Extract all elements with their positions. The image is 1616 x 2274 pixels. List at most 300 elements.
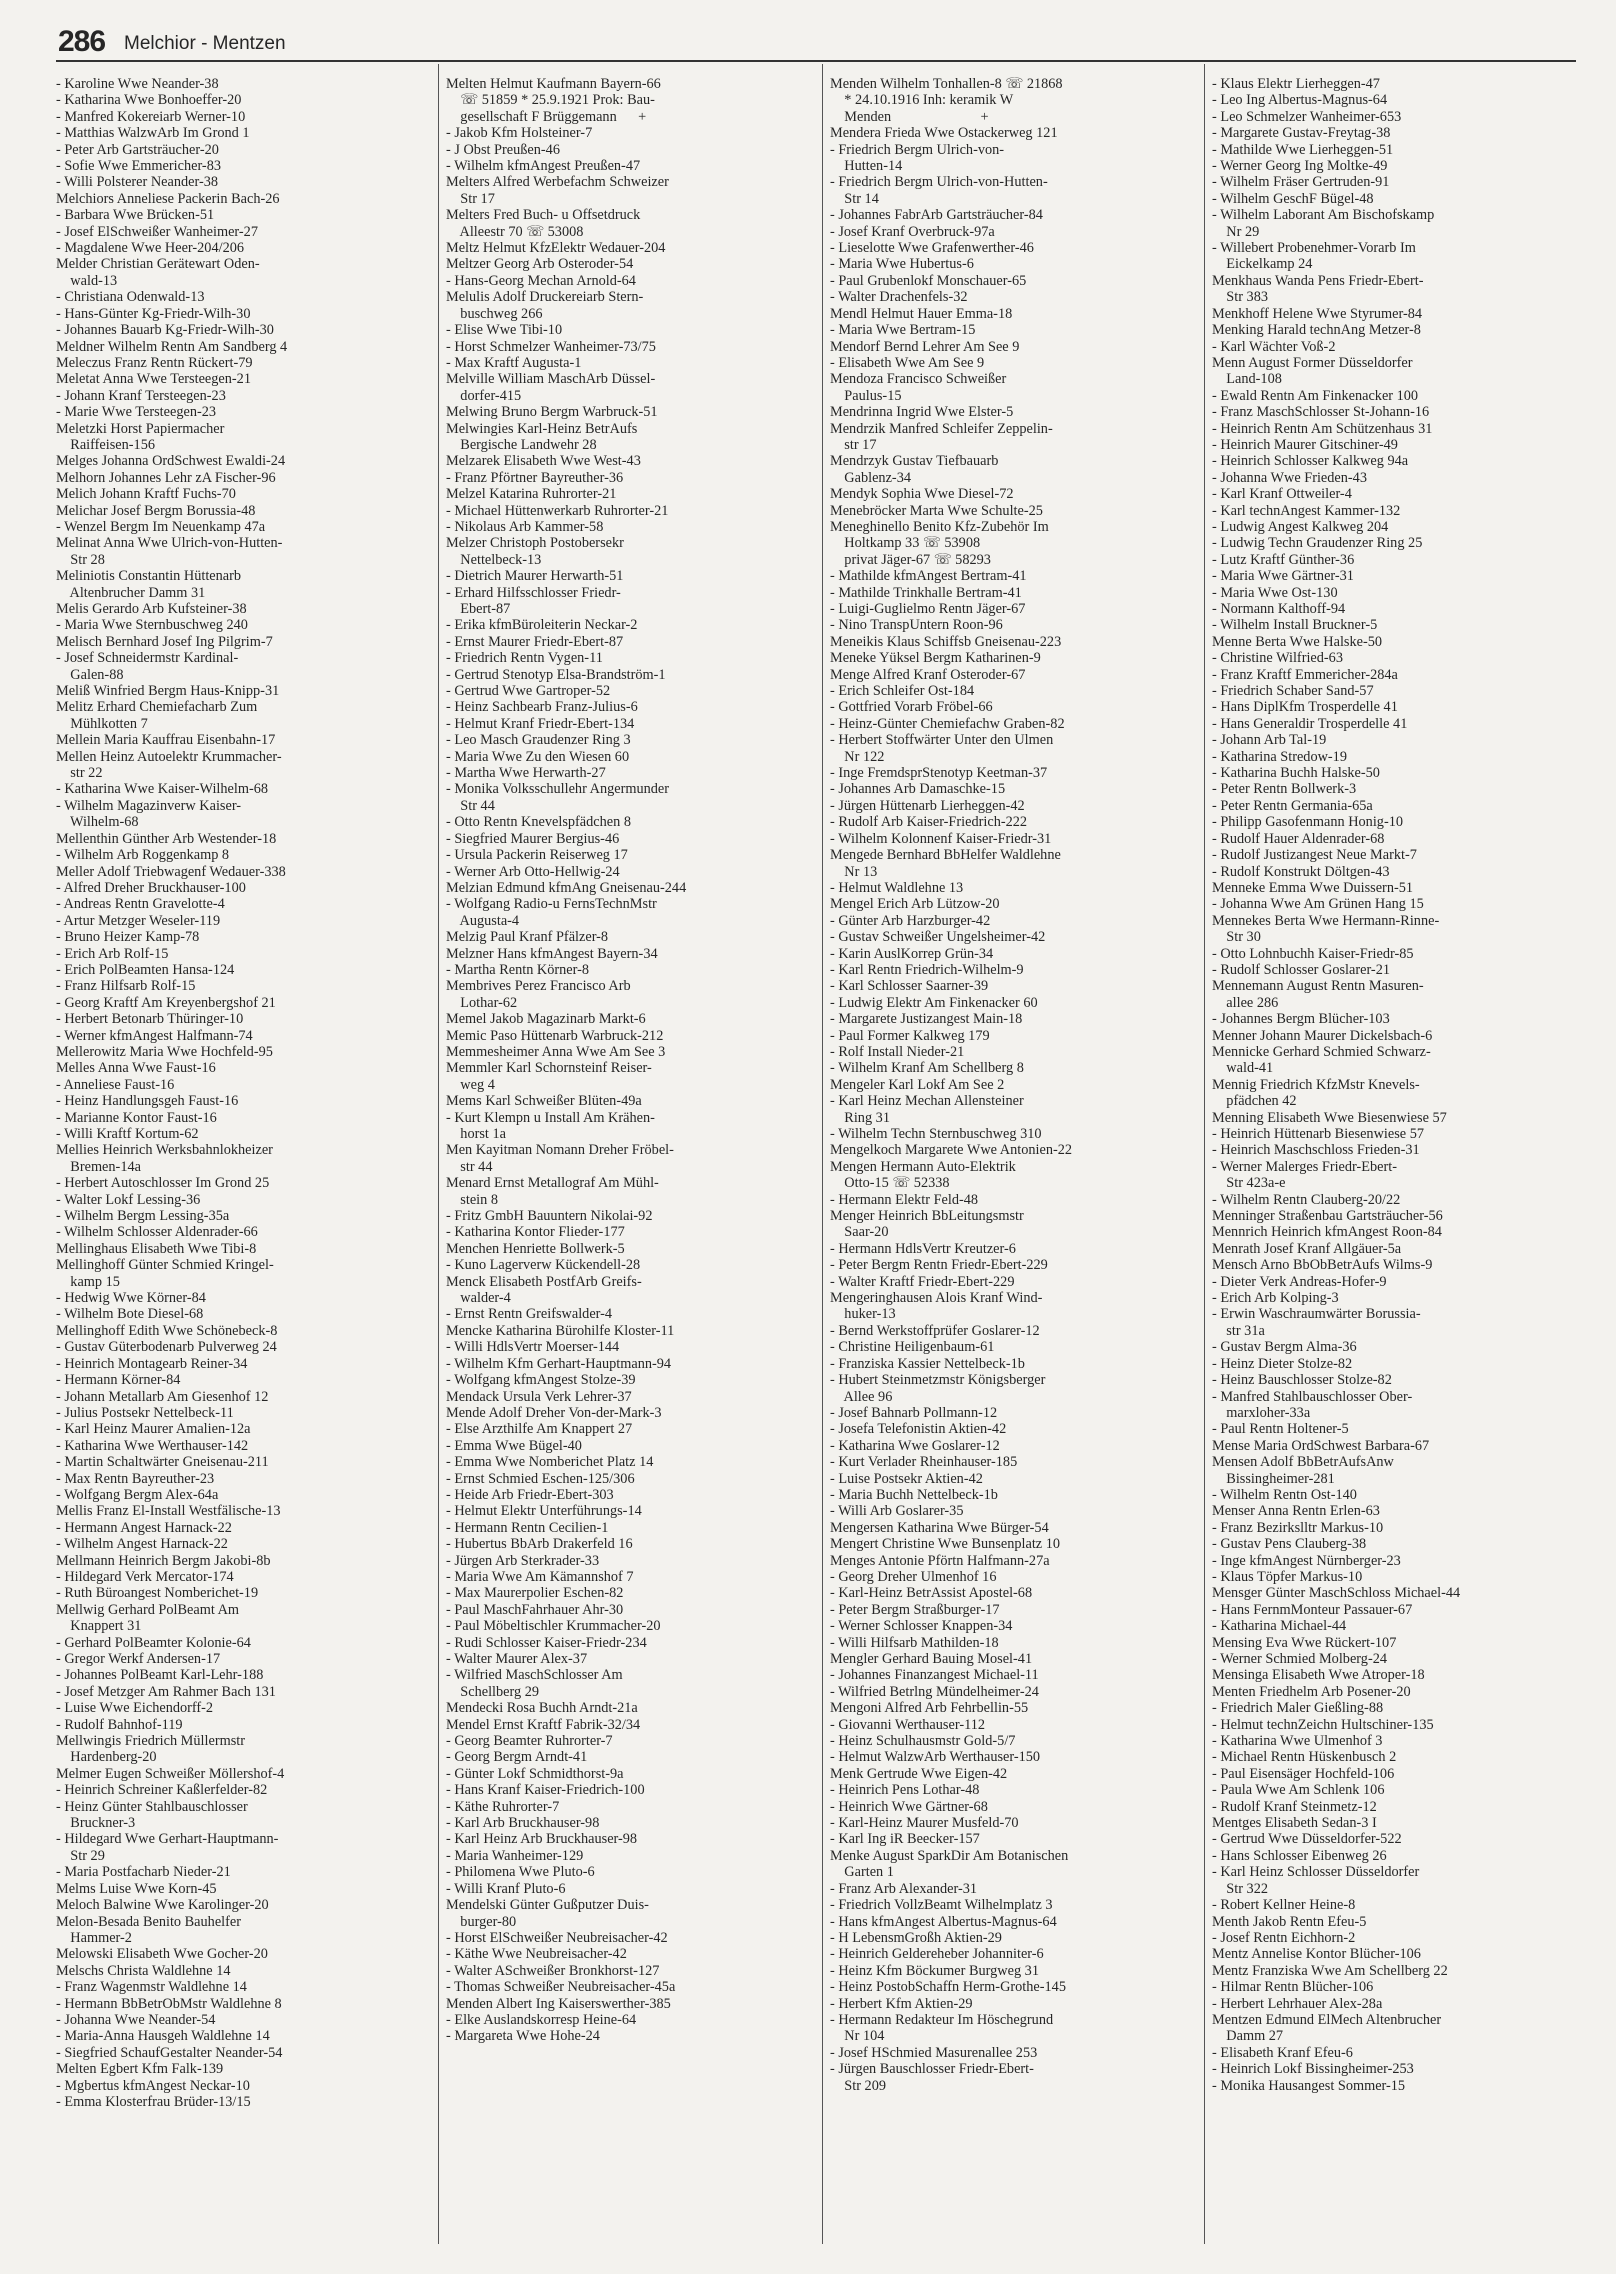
directory-entry: - Inge kfmAngest Nürnberger-23 [1212,1552,1401,1569]
directory-entry: Mellies Heinrich Werksbahnlokheizer [56,1142,273,1159]
directory-entry: - Katharina Michael-44 [1212,1618,1347,1635]
directory-entry: - Günter Lokf Schmidthorst-9a [446,1765,624,1782]
directory-entry: - Wilhelm Laborant Am Bischofskamp [1212,207,1435,224]
directory-entry: Menden + [830,108,989,125]
directory-entry: - Dieter Verk Andreas-Hofer-9 [1212,1273,1387,1290]
directory-entry: Land-108 [1212,371,1282,388]
directory-entry: Melville William MaschArb Düssel- [446,371,656,388]
directory-entry: - Wilhelm Install Bruckner-5 [1212,617,1378,634]
directory-entry: buschweg 266 [446,305,543,322]
directory-entry: - Maria Postfacharb Nieder-21 [56,1864,231,1881]
directory-entry: - Erich PolBeamten Hansa-124 [56,961,235,978]
directory-entry: Meneikis Klaus Schiffsb Gneisenau-223 [830,633,1062,650]
directory-entry: - Rudolf Kranf Steinmetz-12 [1212,1798,1377,1815]
directory-entry: - Christiana Odenwald-13 [56,289,205,306]
directory-entry: - Heinz Günter Stahlbauschlosser [56,1798,248,1815]
directory-entry: - Katharina Wwe Werthauser-142 [56,1437,249,1454]
directory-entry: - Max Rentn Bayreuther-23 [56,1470,215,1487]
directory-entry: - Ursula Packerin Reiserweg 17 [446,847,628,864]
directory-entry: Mense Maria OrdSchwest Barbara-67 [1212,1437,1430,1454]
directory-entry: Melzer Christoph Postobersekr [446,535,624,552]
directory-entry: - Karl technAngest Kammer-132 [1212,502,1401,519]
directory-entry: Mendelski Günter Gußputzer Duis- [446,1897,649,1914]
directory-entry: wald-13 [56,272,118,289]
directory-entry: Melles Anna Wwe Faust-16 [56,1060,216,1077]
directory-entry: - Wilhelm Arb Roggenkamp 8 [56,847,230,864]
directory-entry: - Georg Kraftf Am Kreyenbergshof 21 [56,994,276,1011]
directory-entry: - Heinz Kfm Böckumer Burgweg 31 [830,1962,1039,1979]
directory-entry: - Jürgen Bauschlosser Friedr-Ebert- [830,2061,1034,2078]
directory-entry: - Else Arzthilfe Am Knappert 27 [446,1421,633,1438]
directory-entry: Melten Helmut Kaufmann Bayern-66 [446,76,661,92]
directory-entry: - Michael Hüttenwerkarb Ruhrorter-21 [446,502,669,519]
directory-entry: Nr 104 [830,2028,885,2045]
directory-entry: Mems Karl Schweißer Blüten-49a [446,1093,642,1110]
directory-entry: - Willi HdlsVertr Moerser-144 [446,1339,620,1356]
directory-entry: - Friedrich Schaber Sand-57 [1212,683,1374,700]
directory-entry: - Katharina Stredow-19 [1212,748,1347,765]
directory-entry: - Willi Hilfsarb Mathilden-18 [830,1634,999,1651]
directory-entry: - Philomena Wwe Pluto-6 [446,1864,595,1881]
directory-entry: - Jürgen Hüttenarb Lierheggen-42 [830,797,1025,814]
directory-entry: Menk Gertrude Wwe Eigen-42 [830,1765,1008,1782]
directory-entry: - Karl Heinz Schlosser Düsseldorfer [1212,1864,1420,1881]
directory-entry: - Matthias WalzwArb Im Grond 1 [56,125,250,142]
directory-entry: - Dietrich Maurer Herwarth-51 [446,568,624,585]
directory-entry: - Leo Masch Graudenzer Ring 3 [446,732,631,749]
directory-entry: - Karl Heinz Mechan Allensteiner [830,1093,1024,1110]
directory-entry: - Georg Bergm Arndt-41 [446,1749,588,1766]
directory-entry: - Horst Schmelzer Wanheimer-73/75 [446,338,656,355]
directory-entry: Mühlkotten 7 [56,715,148,732]
directory-entry: Melmer Eugen Schweißer Möllershof-4 [56,1765,285,1782]
directory-entry: - Lieselotte Wwe Grafenwerther-46 [830,240,1034,257]
directory-entry: - Friedrich Bergm Ulrich-von-Hutten- [830,174,1048,191]
directory-entry: - Franz Bezirkslltr Markus-10 [1212,1519,1384,1536]
directory-entry: - Otto Rentn Knevelspfädchen 8 [446,814,632,831]
directory-entry: - Wilhelm Bergm Lessing-35a [56,1208,230,1225]
directory-entry: Melters Fred Buch- u Offsetdruck [446,207,641,224]
directory-entry: Altenbrucher Damm 31 [56,584,206,601]
directory-entry: - Hedwig Wwe Körner-84 [56,1290,206,1307]
directory-entry: gesellschaft F Brüggemann + [446,108,647,125]
directory-entry: Meletzki Horst Papiermacher [56,420,225,437]
directory-entry: Lothar-62 [446,994,518,1011]
running-head: Melchior - Mentzen [124,33,286,54]
directory-entry: - Heinrich Geldereheber Johanniter-6 [830,1946,1044,1963]
directory-entry: Galen-88 [56,666,124,683]
directory-entry: - Monika Volksschullehr Angermunder [446,781,670,798]
directory-entry: Mende Adolf Dreher Von-der-Mark-3 [446,1404,662,1421]
directory-entry: - Heinrich Schlosser Kalkweg 94a [1212,453,1409,470]
directory-entry: - Peter Rentn Germania-65a [1212,797,1373,814]
directory-entry: - Gerhard PolBeamter Kolonie-64 [56,1634,251,1651]
directory-entry: - Josef ElSchweißer Wanheimer-27 [56,223,258,240]
directory-entry: - Heinz-Günter Chemiefachw Graben-82 [830,715,1065,732]
directory-entry: Menning Elisabeth Wwe Biesenwiese 57 [1212,1109,1447,1126]
directory-entry: dorfer-415 [446,387,522,404]
directory-entry: Melhorn Johannes Lehr zA Fischer-96 [56,469,276,486]
directory-entry: Mengeringhausen Alois Kranf Wind- [830,1290,1043,1307]
directory-entry: Mengler Gerhard Bauing Mosel-41 [830,1651,1033,1667]
directory-entry: - Hildegard Wwe Gerhart-Hauptmann- [56,1831,279,1848]
directory-entry: Melwingies Karl-Heinz BetrAufs [446,420,638,437]
directory-entry: - Margarete Justizangest Main-18 [830,1011,1023,1028]
directory-entry: - Karl-Heinz BetrAssist Apostel-68 [830,1585,1033,1602]
directory-entry: - Mathilde kfmAngest Bertram-41 [830,568,1027,585]
directory-entry: - Josefa Telefonistin Aktien-42 [830,1421,1007,1438]
directory-entry: Mencke Katharina Bürohilfe Kloster-11 [446,1322,675,1339]
directory-entry: Mengede Bernhard BbHelfer Waldlehne [830,847,1061,864]
directory-entry: - Heide Arb Friedr-Ebert-303 [446,1486,614,1503]
directory-entry: horst 1a [446,1126,506,1142]
directory-entry: - Gregor Werkf Andersen-17 [56,1651,221,1667]
directory-entry: Mennrich Heinrich kfmAngest Roon-84 [1212,1224,1442,1241]
directory-entry: - Johanna Wwe Frieden-43 [1212,469,1367,486]
directory-entry: - Heinrich Maschschloss Frieden-31 [1212,1142,1420,1159]
directory-entry: - Hermann HdlsVertr Kreutzer-6 [830,1240,1016,1257]
directory-entry: - Hans kfmAngest Albertus-Magnus-64 [830,1913,1057,1930]
directory-entry: Melinat Anna Wwe Ulrich-von-Hutten- [56,535,283,552]
directory-entry: Bruckner-3 [56,1815,136,1832]
directory-entry: - Luise Postsekr Aktien-42 [830,1470,983,1487]
directory-entry: - Josef Schneidermstr Kardinal- [56,650,239,667]
directory-entry: - Willi Polsterer Neander-38 [56,174,219,191]
directory-entry: Eickelkamp 24 [1212,256,1313,273]
directory-entry: - Heinz PostobSchaffn Herm-Grothe-145 [830,1979,1066,1996]
directory-entry: Mendecki Rosa Buchh Arndt-21a [446,1700,638,1717]
directory-entry: walder-4 [446,1290,511,1307]
directory-entry: - Walter Drachenfels-32 [830,289,968,306]
directory-entry: - Franziska Kassier Nettelbeck-1b [830,1355,1025,1372]
directory-entry: - Maria Wwe Ost-130 [1212,584,1338,601]
directory-entry: Mengoni Alfred Arb Fehrbellin-55 [830,1700,1029,1717]
directory-entry: Str 17 [446,190,495,207]
directory-entry: * 24.10.1916 Inh: keramik W [830,92,1014,109]
directory-entry: Mellen Heinz Autoelektr Krummacher- [56,748,282,765]
directory-entry: - Maria Wwe Zu den Wiesen 60 [446,748,630,765]
directory-entry: wald-41 [1212,1060,1274,1077]
directory-entry: - Ludwig Angest Kalkweg 204 [1212,518,1389,535]
directory-entry: Menn August Former Düsseldorfer [1212,354,1413,371]
directory-entry: - Helmut Kranf Friedr-Ebert-134 [446,715,635,732]
directory-entry: Mennig Friedrich KfzMstr Knevels- [1212,1076,1420,1093]
directory-entry: Meltzer Georg Arb Osteroder-54 [446,256,634,273]
directory-entry: Str 30 [1212,929,1261,946]
directory-entry: - Marianne Kontor Faust-16 [56,1109,217,1126]
directory-entry: - Otto Lohnbuchh Kaiser-Friedr-85 [1212,945,1414,962]
directory-entry: - Normann Kalthoff-94 [1212,601,1346,617]
directory-entry: - Willi Kraftf Kortum-62 [56,1126,199,1142]
directory-entry: Meleczus Franz Rentn Rückert-79 [56,354,253,371]
directory-entry: - Hermann Elektr Feld-48 [830,1191,979,1208]
directory-entry: - Helmut Elektr Unterführungs-14 [446,1503,642,1520]
directory-entry: - Johannes Bauarb Kg-Friedr-Wilh-30 [56,322,274,339]
directory-entry: - Heinrich Lokf Bissingheimer-253 [1212,2061,1414,2078]
directory-entry: Mengeler Karl Lokf Am See 2 [830,1076,1005,1093]
directory-entry: Melowski Elisabeth Wwe Gocher-20 [56,1946,268,1963]
directory-entry: - Wilhelm Angest Harnack-22 [56,1536,228,1553]
directory-entry: - Peter Bergm Straßburger-17 [830,1601,1000,1618]
directory-entry: huker-13 [830,1306,896,1323]
directory-entry: Melges Johanna OrdSchwest Ewaldi-24 [56,453,286,470]
directory-entry: - Martin Schaltwärter Gneisenau-211 [56,1454,269,1471]
directory-entry: Menne Berta Wwe Halske-50 [1212,633,1383,650]
directory-entry: - Artur Metzger Weseler-119 [56,912,221,929]
directory-entry: Menneke Emma Wwe Duissern-51 [1212,879,1414,896]
directory-entry: - Hans DiplKfm Trosperdelle 41 [1212,699,1398,716]
directory-entry: - Katharina Kontor Flieder-177 [446,1224,625,1241]
directory-entry: - Herbert Betonarb Thüringer-10 [56,1011,244,1028]
directory-entry: Melms Luise Wwe Korn-45 [56,1880,217,1897]
directory-entry: - Klaus Töpfer Markus-10 [1212,1568,1363,1585]
directory-entry: - Erich Arb Kolping-3 [1212,1290,1339,1307]
directory-entry: - Christine Wilfried-63 [1212,650,1343,667]
directory-entry: Mendoza Francisco Schweißer [830,371,1007,388]
directory-entry: - Wilhelm Kfm Gerhart-Hauptmann-94 [446,1355,672,1372]
directory-entry: - Bruno Heizer Kamp-78 [56,929,200,946]
directory-entry: - Käthe Wwe Neubreisacher-42 [446,1946,627,1963]
directory-entry: Mendrzik Manfred Schleifer Zeppelin- [830,420,1053,437]
directory-entry: - Friedrich VollzBeamt Wilhelmplatz 3 [830,1897,1053,1914]
directory-entry: - Gustav Güterbodenarb Pulverweg 24 [56,1339,277,1356]
directory-entry: - Michael Rentn Hüskenbusch 2 [1212,1749,1397,1766]
directory-entry: Mellinghoff Edith Wwe Schönebeck-8 [56,1322,278,1339]
directory-entry: Schellberg 29 [446,1683,540,1700]
directory-entry: - Friedrich Rentn Vygen-11 [446,650,603,667]
directory-entry: - Wilhelm Magazinverw Kaiser- [56,797,242,814]
directory-entry: Mellinghaus Elisabeth Wwe Tibi-8 [56,1240,257,1257]
directory-entry: - Elisabeth Wwe Am See 9 [830,354,985,371]
page-number: 286 [58,25,106,58]
directory-entry: - Katharina Wwe Bonhoeffer-20 [56,92,242,109]
directory-entry: - Heinrich Schreiner Kaßlerfelder-82 [56,1782,268,1799]
directory-entry: Mellerowitz Maria Wwe Hochfeld-95 [56,1043,273,1060]
directory-entry: - Kurt Klempn u Install Am Krähen- [446,1109,655,1126]
directory-entry: Menebröcker Marta Wwe Schulte-25 [830,502,1043,519]
directory-entry: Hardenberg-20 [56,1749,157,1766]
directory-entry: Menth Jakob Rentn Efeu-5 [1212,1913,1367,1930]
directory-entry: Menke August SparkDir Am Botanischen [830,1847,1069,1864]
directory-entry: - Katharina Wwe Goslarer-12 [830,1437,1000,1454]
directory-entry: Nr 29 [1212,223,1260,240]
directory-entry: - Walter Lokf Lessing-36 [56,1191,201,1208]
directory-entry: - Wilhelm Rentn Clauberg-20/22 [1212,1191,1401,1208]
directory-entry: - Friedrich Maler Gießling-88 [1212,1700,1384,1717]
directory-entry: - Hubertus BbArb Drakerfeld 16 [446,1536,633,1553]
directory-entry: Melzel Katarina Ruhrorter-21 [446,486,617,503]
directory-entry: - Wilhelm Kranf Am Schellberg 8 [830,1060,1024,1077]
directory-entry: - Josef Metzger Am Rahmer Bach 131 [56,1683,276,1700]
directory-entry: - Paula Wwe Am Schlenk 106 [1212,1782,1385,1799]
directory-entry: Menninger Straßenbau Gartsträucher-56 [1212,1208,1443,1225]
directory-entry: Melzig Paul Kranf Pfälzer-8 [446,929,609,946]
directory-entry: Mentz Franziska Wwe Am Schellberg 22 [1212,1962,1448,1979]
directory-entry: - Emma Klosterfrau Brüder-13/15 [56,2093,251,2110]
directory-entry: - Heinz Bauschlosser Stolze-82 [1212,1372,1392,1389]
directory-entry: Melwing Bruno Bergm Warbruck-51 [446,404,658,421]
directory-entry: Mensinga Elisabeth Wwe Atroper-18 [1212,1667,1425,1684]
directory-entry: - Hans Schlosser Eibenweg 26 [1212,1847,1387,1864]
directory-entry: - Herbert Lehrhauer Alex-28a [1212,1995,1383,2012]
directory-entry: - Siegfried Maurer Bergius-46 [446,830,620,847]
directory-entry: - Rudolf Hauer Aldenrader-68 [1212,830,1385,847]
directory-entry: - Helmut WalzwArb Werthauser-150 [830,1749,1041,1766]
directory-entry: - Johann Kranf Tersteegen-23 [56,387,226,404]
directory-entry: - Paul Rentn Holtener-5 [1212,1421,1349,1438]
directory-entry: - Elke Auslandskorresp Heine-64 [446,2011,637,2028]
directory-entry: - Josef Kranf Overbruck-97a [830,223,995,240]
directory-entry: - Rudi Schlosser Kaiser-Friedr-234 [446,1634,647,1651]
directory-entry: marxloher-33a [1212,1404,1311,1421]
directory-entry: - Maria Wwe Am Kämannshof 7 [446,1568,634,1585]
directory-entry: Garten 1 [830,1864,894,1881]
directory-entry: - Andreas Rentn Gravelotte-4 [56,896,225,913]
directory-entry: Mensch Arno BbObBetrAufs Wilms-9 [1212,1257,1433,1274]
directory-entry: Mensger Günter MaschSchloss Michael-44 [1212,1585,1461,1602]
directory-entry: - Franz Hilfsarb Rolf-15 [56,978,196,995]
directory-entry: - Katharina Wwe Ulmenhof 3 [1212,1733,1383,1750]
directory-entry: Mengert Christine Wwe Bunsenplatz 10 [830,1536,1061,1553]
directory-entry: Mendl Helmut Hauer Emma-18 [830,305,1013,322]
directory-entry: Melters Alfred Werbefachm Schweizer [446,174,669,191]
directory-entry: - Franz Pförtner Bayreuther-36 [446,469,624,486]
directory-entry: - Werner Schlosser Knappen-34 [830,1618,1013,1635]
directory-entry: Meneghinello Benito Kfz-Zubehör Im [830,518,1049,535]
directory-entry: Bremen-14a [56,1158,141,1175]
directory-entry: - Erika kfmBüroleiterin Neckar-2 [446,617,638,634]
directory-entry: Menger Heinrich BbLeitungsmstr [830,1208,1024,1225]
directory-entry: - Johanna Wwe Am Grünen Hang 15 [1212,896,1424,913]
directory-entry: Melisch Bernhard Josef Ing Pilgrim-7 [56,633,273,650]
directory-entry: Paulus-15 [830,387,902,404]
directory-entry: - Wilfried MaschSchlosser Am [446,1667,623,1684]
directory-entry: - Heinrich Wwe Gärtner-68 [830,1798,988,1815]
directory-entry: - Karl Wächter Voß-2 [1212,338,1336,355]
directory-entry: - Nino TranspUntern Roon-96 [830,617,1003,634]
directory-entry: str 31a [1212,1322,1265,1339]
directory-entry: Melder Christian Gerätewart Oden- [56,256,260,273]
directory-entry: Melschs Christa Waldlehne 14 [56,1962,231,1979]
column-3 [830,76,1202,2256]
directory-entry: - Wilfried Betrlng Mündelheimer-24 [830,1683,1039,1700]
directory-entry: - Hans FernmMonteur Passauer-67 [1212,1601,1413,1618]
directory-entry: Menten Friedhelm Arb Posener-20 [1212,1683,1411,1700]
directory-entry: - Johannes Bergm Blücher-103 [1212,1011,1390,1028]
directory-entry: - Rudolf Konstrukt Döltgen-43 [1212,863,1390,880]
directory-entry: - Hans Kranf Kaiser-Friedrich-100 [446,1782,645,1799]
directory-entry: Melitz Erhard Chemiefacharb Zum [56,699,258,716]
directory-entry: - Inge FremdsprStenotyp Keetman-37 [830,765,1048,782]
directory-entry: Hutten-14 [830,158,903,175]
directory-entry: Melchiors Anneliese Packerin Bach-26 [56,190,280,207]
directory-entry: Str 209 [830,2077,887,2094]
directory-entry: - Günter Arb Harzburger-42 [830,912,991,929]
directory-entry: str 44 [446,1158,493,1175]
directory-entry: - Giovanni Werthauser-112 [830,1716,985,1733]
directory-entry: - Franz Kraftf Emmericher-284a [1212,666,1398,683]
column-4 [1212,76,1584,2256]
directory-entry: Holtkamp 33 ☏ 53908 [830,535,981,552]
directory-entry: - Paul Grubenlokf Monschauer-65 [830,272,1027,289]
directory-entry: Str 29 [56,1847,105,1864]
directory-entry: Mengelkoch Margarete Wwe Antonien-22 [830,1142,1073,1159]
directory-entry: Menchen Henriette Bollwerk-5 [446,1240,625,1257]
directory-entry: - Hilmar Rentn Blücher-106 [1212,1979,1374,1996]
directory-entry: - Erhard Hilfsschlosser Friedr- [446,584,621,601]
directory-entry: Meneke Yüksel Bergm Katharinen-9 [830,650,1041,667]
directory-entry: Mengersen Katharina Wwe Bürger-54 [830,1519,1049,1536]
directory-entry: - Werner Arb Otto-Hellwig-24 [446,863,620,880]
directory-entry: - Erich Schleifer Ost-184 [830,683,975,700]
directory-entry: weg 4 [446,1076,495,1093]
directory-entry: str 17 [830,436,877,453]
directory-entry: - Gustav Schweißer Ungelsheimer-42 [830,929,1046,946]
directory-entry: - Karl Heinz Maurer Amalien-12a [56,1421,251,1438]
directory-entry: - Wilhelm Bote Diesel-68 [56,1306,204,1323]
directory-entry: - Paul MaschFahrhauer Ahr-30 [446,1601,624,1618]
directory-entry: - Sofie Wwe Emmericher-83 [56,158,221,175]
directory-entry: - Leo Schmelzer Wanheimer-653 [1212,108,1402,125]
directory-entry: - Hermann BbBetrObMstr Waldlehne 8 [56,1995,282,2012]
directory-entry: Meltz Helmut KfzElektr Wedauer-204 [446,240,666,257]
directory-entry: - Johanna Wwe Neander-54 [56,2011,216,2028]
directory-entry: - Heinz Dieter Stolze-82 [1212,1355,1353,1372]
directory-entry: Str 423a-e [1212,1175,1286,1192]
directory-entry: - Franz MaschSchlosser St-Johann-16 [1212,404,1430,421]
directory-entry: - Lutz Kraftf Günther-36 [1212,551,1355,568]
directory-entry: - Wilhelm Rentn Ost-140 [1212,1486,1357,1503]
column-divider [438,64,439,2244]
directory-entry: Mendack Ursula Verk Lehrer-37 [446,1388,632,1405]
directory-entry: Memmesheimer Anna Wwe Am See 3 [446,1043,666,1060]
directory-entry: - Johann Metallarb Am Giesenhof 12 [56,1388,269,1405]
directory-entry: - Hans-Günter Kg-Friedr-Wilh-30 [56,305,251,322]
directory-entry: - Emma Wwe Bügel-40 [446,1437,582,1454]
directory-entry: - Maria Buchh Nettelbeck-1b [830,1486,998,1503]
directory-entry: Menden Wilhelm Tonhallen-8 ☏ 21868 [830,76,1063,92]
directory-entry: - Rudolf Justizangest Neue Markt-7 [1212,847,1417,864]
directory-entry: - Karin AuslKorrep Grün-34 [830,945,994,962]
directory-entry: - Gertrud Wwe Düsseldorfer-522 [1212,1831,1402,1848]
directory-entry: - Heinz Handlungsgeh Faust-16 [56,1093,239,1110]
directory-entry: - H LebensmGroßh Aktien-29 [830,1929,1002,1946]
directory-entry: - Paul Eisensäger Hochfeld-106 [1212,1765,1395,1782]
directory-entry: - Rudolf Schlosser Goslarer-21 [1212,961,1390,978]
directory-entry: Mentzen Edmund ElMech Altenbrucher [1212,2011,1442,2028]
directory-entry: - Helmut technZeichn Hultschiner-135 [1212,1716,1434,1733]
directory-entry: - Manfred Stahlbauschlosser Ober- [1212,1388,1413,1405]
column-divider [822,64,823,2244]
directory-entry: - Anneliese Faust-16 [56,1076,175,1093]
column-1 [56,76,428,2256]
directory-entry: - Jakob Kfm Holsteiner-7 [446,125,593,142]
directory-entry: - Werner Schmied Molberg-24 [1212,1651,1388,1667]
directory-entry: Str 383 [1212,289,1269,306]
directory-entry: - Gertrud Wwe Gartroper-52 [446,683,611,700]
directory-entry: - Hans Generaldir Trosperdelle 41 [1212,715,1408,732]
directory-entry: - Nikolaus Arb Kammer-58 [446,518,604,535]
directory-entry: - Herbert Kfm Aktien-29 [830,1995,973,2012]
directory-entry: Meliniotis Constantin Hüttenarb [56,568,242,585]
directory-entry: Menner Johann Maurer Dickelsbach-6 [1212,1027,1433,1044]
directory-entry: - Helmut Waldlehne 13 [830,879,964,896]
directory-entry: - Willi Arb Goslarer-35 [830,1503,964,1520]
directory-entry: - Hermann Körner-84 [56,1372,181,1389]
directory-entry: - Walter Maurer Alex-37 [446,1651,588,1667]
directory-entry: - Monika Hausangest Sommer-15 [1212,2077,1406,2094]
directory-entry: - Margarete Gustav-Freytag-38 [1212,125,1391,142]
